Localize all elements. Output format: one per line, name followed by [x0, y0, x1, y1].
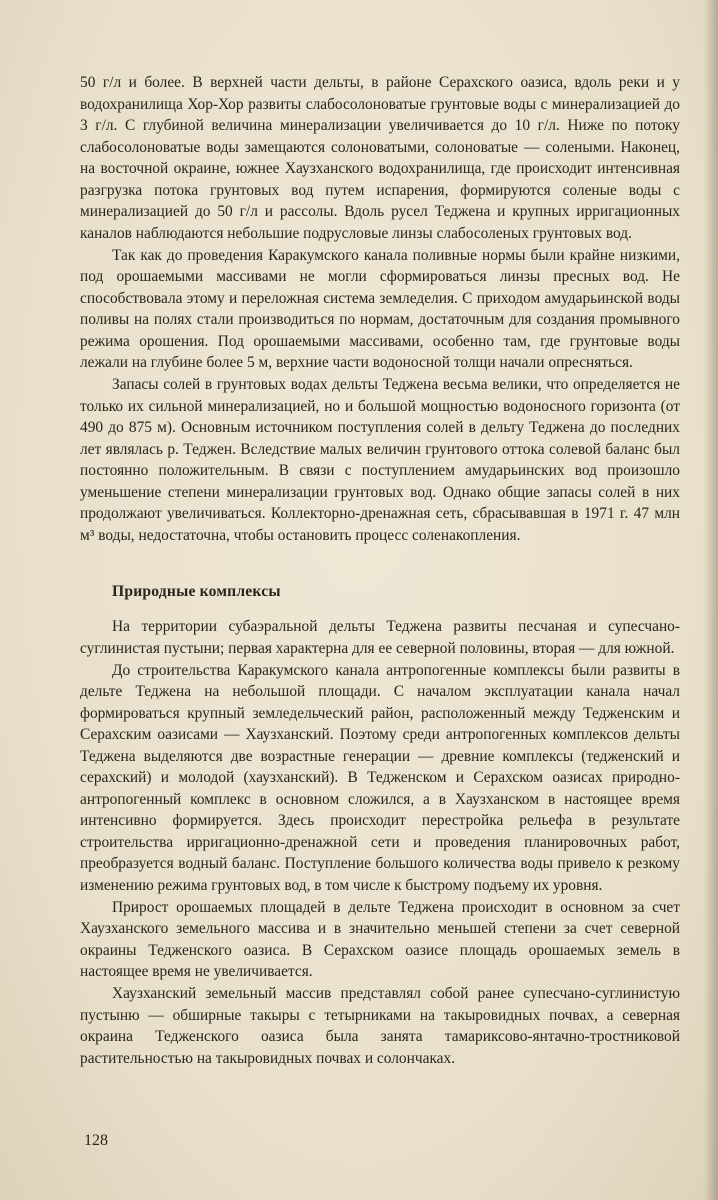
page-binding-shadow [704, 0, 718, 1200]
paragraph: На территории субаэральной дельты Теджена развиты песчаная и супесчано-суглинистая пустыни; первая характерна для ее северной половины, вторая — для южной. [80, 618, 680, 657]
section-heading: Природные комплексы [112, 583, 281, 600]
paragraph: До строительства Каракумского канала антропогенные комплексы были развиты в дельте Теджена на небольшой площади. С началом эксплуатации канала начал формироваться крупный земледельческий район, расположенный между Тедженским и Серахским оазисами — Хаузханский. Поэтому среди антропогенных комплексов дельты Теджена выделяются две возрастные генерации — древние комплексы (тедженский и серахский) и молодой (хаузханский). В Тедженском и Серахском оазисах природно-антропогенный комплекс в основном сложился, а в Хаузханском в настоящее время интенсивно формируется. Здесь происходит перестройка рельефа в результате строительства ирригационно-дренажной сети и проведения планировочных работ, преобразуется водный баланс. Поступление большого количества воды привело к резкому изменению режима грунтовых вод, в том числе к быстрому подъему их уровня. [80, 661, 680, 894]
paragraph: Хаузханский земельный массив представлял собой ранее супесчано-суглинистую пустыню — обширные такыры с тетырниками на такыровидных почвах, а северная окраина Тедженского оазиса была занята тамариксово-янтачно-тростниковой растительностью на такыровидных почвах и солончаках. [80, 985, 680, 1067]
paragraph-continued: 50 г/л и более. В верхней части дельты, в районе Серахского оазиса, вдоль реки и у водохранилища Хор-Хор развиты слабосолоноватые грунтовые воды с минерализацией до 3 г/л. С глубиной величина минерализации увеличивается до 10 г/л. Ниже по потоку слабосолоноватые воды замещаются солоноватыми, солоноватые — солеными. Наконец, на восточной окраине, южнее Хаузханского водохранилища, где происходит интенсивная разгрузка потока грунтовых вод путем испарения, формируются соленые воды с минерализацией до 50 г/л и рассолы. Вдоль русел Теджена и крупных ирригационных каналов наблюдаются небольшие подрусловые линзы слабосоленых грунтовых вод. [80, 74, 680, 242]
paragraph: Запасы солей в грунтовых водах дельты Теджена весьма велики, что определяется не только их сильной минерализацией, но и большой мощностью водоносного горизонта (от 490 до 875 м). Основным источником поступления солей в дельту Теджена до последних лет являлась р. Теджен. Вследствие малых величин грунтового оттока солевой баланс был постоянно положительным. В связи с поступлением амударьинских вод произошло уменьшение степени минерализации грунтовых вод. Однако общие запасы солей в них продолжают увеличиваться. Коллекторно-дренажная сеть, сбрасывавшая в 1971 г. 47 млн м³ воды, недостаточна, чтобы остановить процесс соленакопления. [80, 376, 680, 544]
text-column [80, 72, 680, 1069]
paragraph: Прирост орошаемых площадей в дельте Теджена происходит в основном за счет Хаузханского земельного массива и в значительно меньшей степени за счет северной окраины Тедженского оазиса. В Серахском оазисе площадь орошаемых земель в настоящее время не увеличивается. [80, 898, 680, 980]
page-number: 128 [84, 1132, 108, 1149]
paragraph: Так как до проведения Каракумского канала поливные нормы были крайне низкими, под орошаемыми массивами не могли сформироваться линзы пресных вод. Не способствовала этому и переложная система земледелия. С приходом амударьинской воды поливы на полях стали производиться по нормам, достаточным для создания промывного режима орошения. Под орошаемыми массивами, особенно там, где грунтовые воды лежали на глубине более 5 м, верхние части водоносной толщи начали опресняться. [80, 246, 680, 371]
